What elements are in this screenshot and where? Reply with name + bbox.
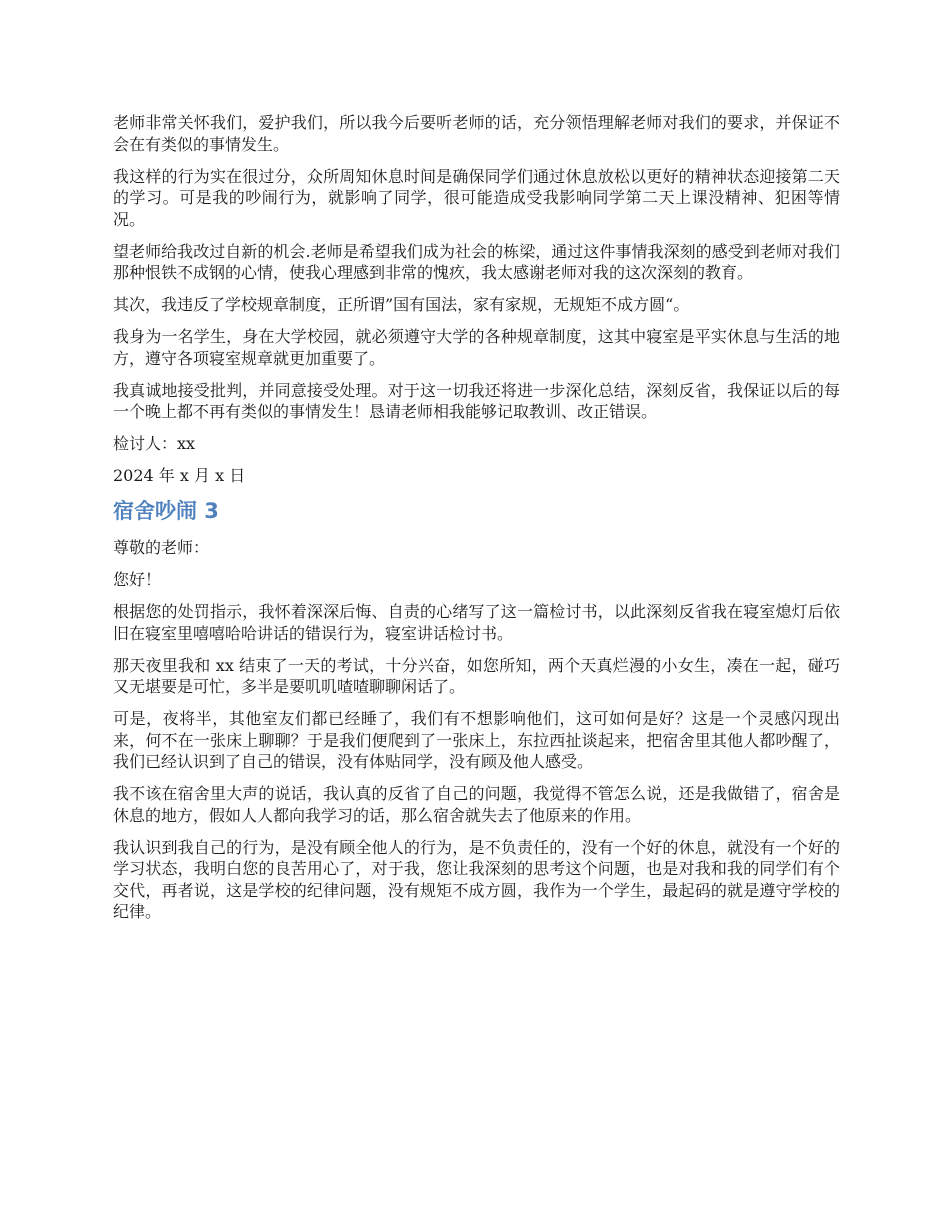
signer-line: 检讨人：xx [113, 434, 196, 453]
date-line: 2024 年 x 月 x 日 [113, 466, 246, 485]
paragraph: 其次，我违反了学校规章制度，正所谓”国有国法，家有家规，无规矩不成方圆“。 [113, 295, 690, 314]
document-page [113, 112, 840, 933]
paragraph: 我不该在宿舍里大声的说话，我认真的反省了自己的问题，我觉得不管怎么说，还是我做错了，宿舍是休息的地方，假如人人都向我学习的话，那么宿舍就失去了他原来的作用。 [113, 784, 840, 825]
paragraph: 我身为一名学生，身在大学校园，就必须遵守大学的各种规章制度，这其中寝室是平实休息与生活的地方，遵守各项寝室规章就更加重要了。 [113, 327, 840, 368]
paragraph: 我真诚地接受批判，并同意接受处理。对于这一切我还将进一步深化总结，深刻反省，我保证以后的每一个晚上都不再有类似的事情发生！恳请老师相我能够记取教训、改正错误。 [113, 380, 840, 421]
section-heading: 宿舍吵闹 3 [113, 499, 219, 523]
paragraph: 可是，夜将半，其他室友们都已经睡了，我们有不想影响他们，这可如何是好？这是一个灵感闪现出来，何不在一张床上聊聊？于是我们便爬到了一张床上，东拉西扯谈起来，把宿舍里其他人都吵醒了，我们已经认识到了自己的错误，没有体贴同学，没有顾及他人感受。 [113, 709, 840, 771]
paragraph: 我认识到我自己的行为，是没有顾全他人的行为，是不负责任的，没有一个好的休息，就没有一个好的学习状态，我明白您的良苦用心了，对于我，您让我深刻的思考这个问题，也是对我和我的同学们有个交代，再者说，这是学校的纪律问题，没有规矩不成方圆，我作为一个学生，最起码的就是遵守学校的纪律。 [113, 837, 840, 921]
paragraph: 那天夜里我和 xx 结束了一天的考试，十分兴奋，如您所知，两个天真烂漫的小女生，凑在一起，碰巧又无堪要是可忙，多半是要叽叽喳喳聊聊闲话了。 [113, 655, 840, 696]
greeting: 您好！ [113, 570, 162, 589]
paragraph: 根据您的处罚指示，我怀着深深后悔、自责的心绪写了这一篇检讨书，以此深刻反省我在寝室熄灯后依旧在寝室里嘻嘻哈哈讲话的错误行为，寝室讲话检讨书。 [113, 602, 840, 643]
paragraph: 老师非常关怀我们，爱护我们，所以我今后要听老师的话，充分领悟理解老师对我们的要求，并保证不会在有类似的事情发生。 [113, 113, 840, 154]
paragraph: 我这样的行为实在很过分，众所周知休息时间是确保同学们通过休息放松以更好的精神状态迎接第二天的学习。可是我的吵闹行为，就影响了同学，很可能造成受我影响同学第二天上课没精神、犯困等情况。 [113, 166, 840, 229]
paragraph: 望老师给我改过自新的机会.老师是希望我们成为社会的栋梁，通过这件事情我深刻的感受到老师对我们那种恨铁不成钢的心情，使我心理感到非常的愧疚，我太感谢老师对我的这次深刻的教育。 [113, 241, 840, 282]
salutation: 尊敬的老师： [113, 538, 210, 557]
